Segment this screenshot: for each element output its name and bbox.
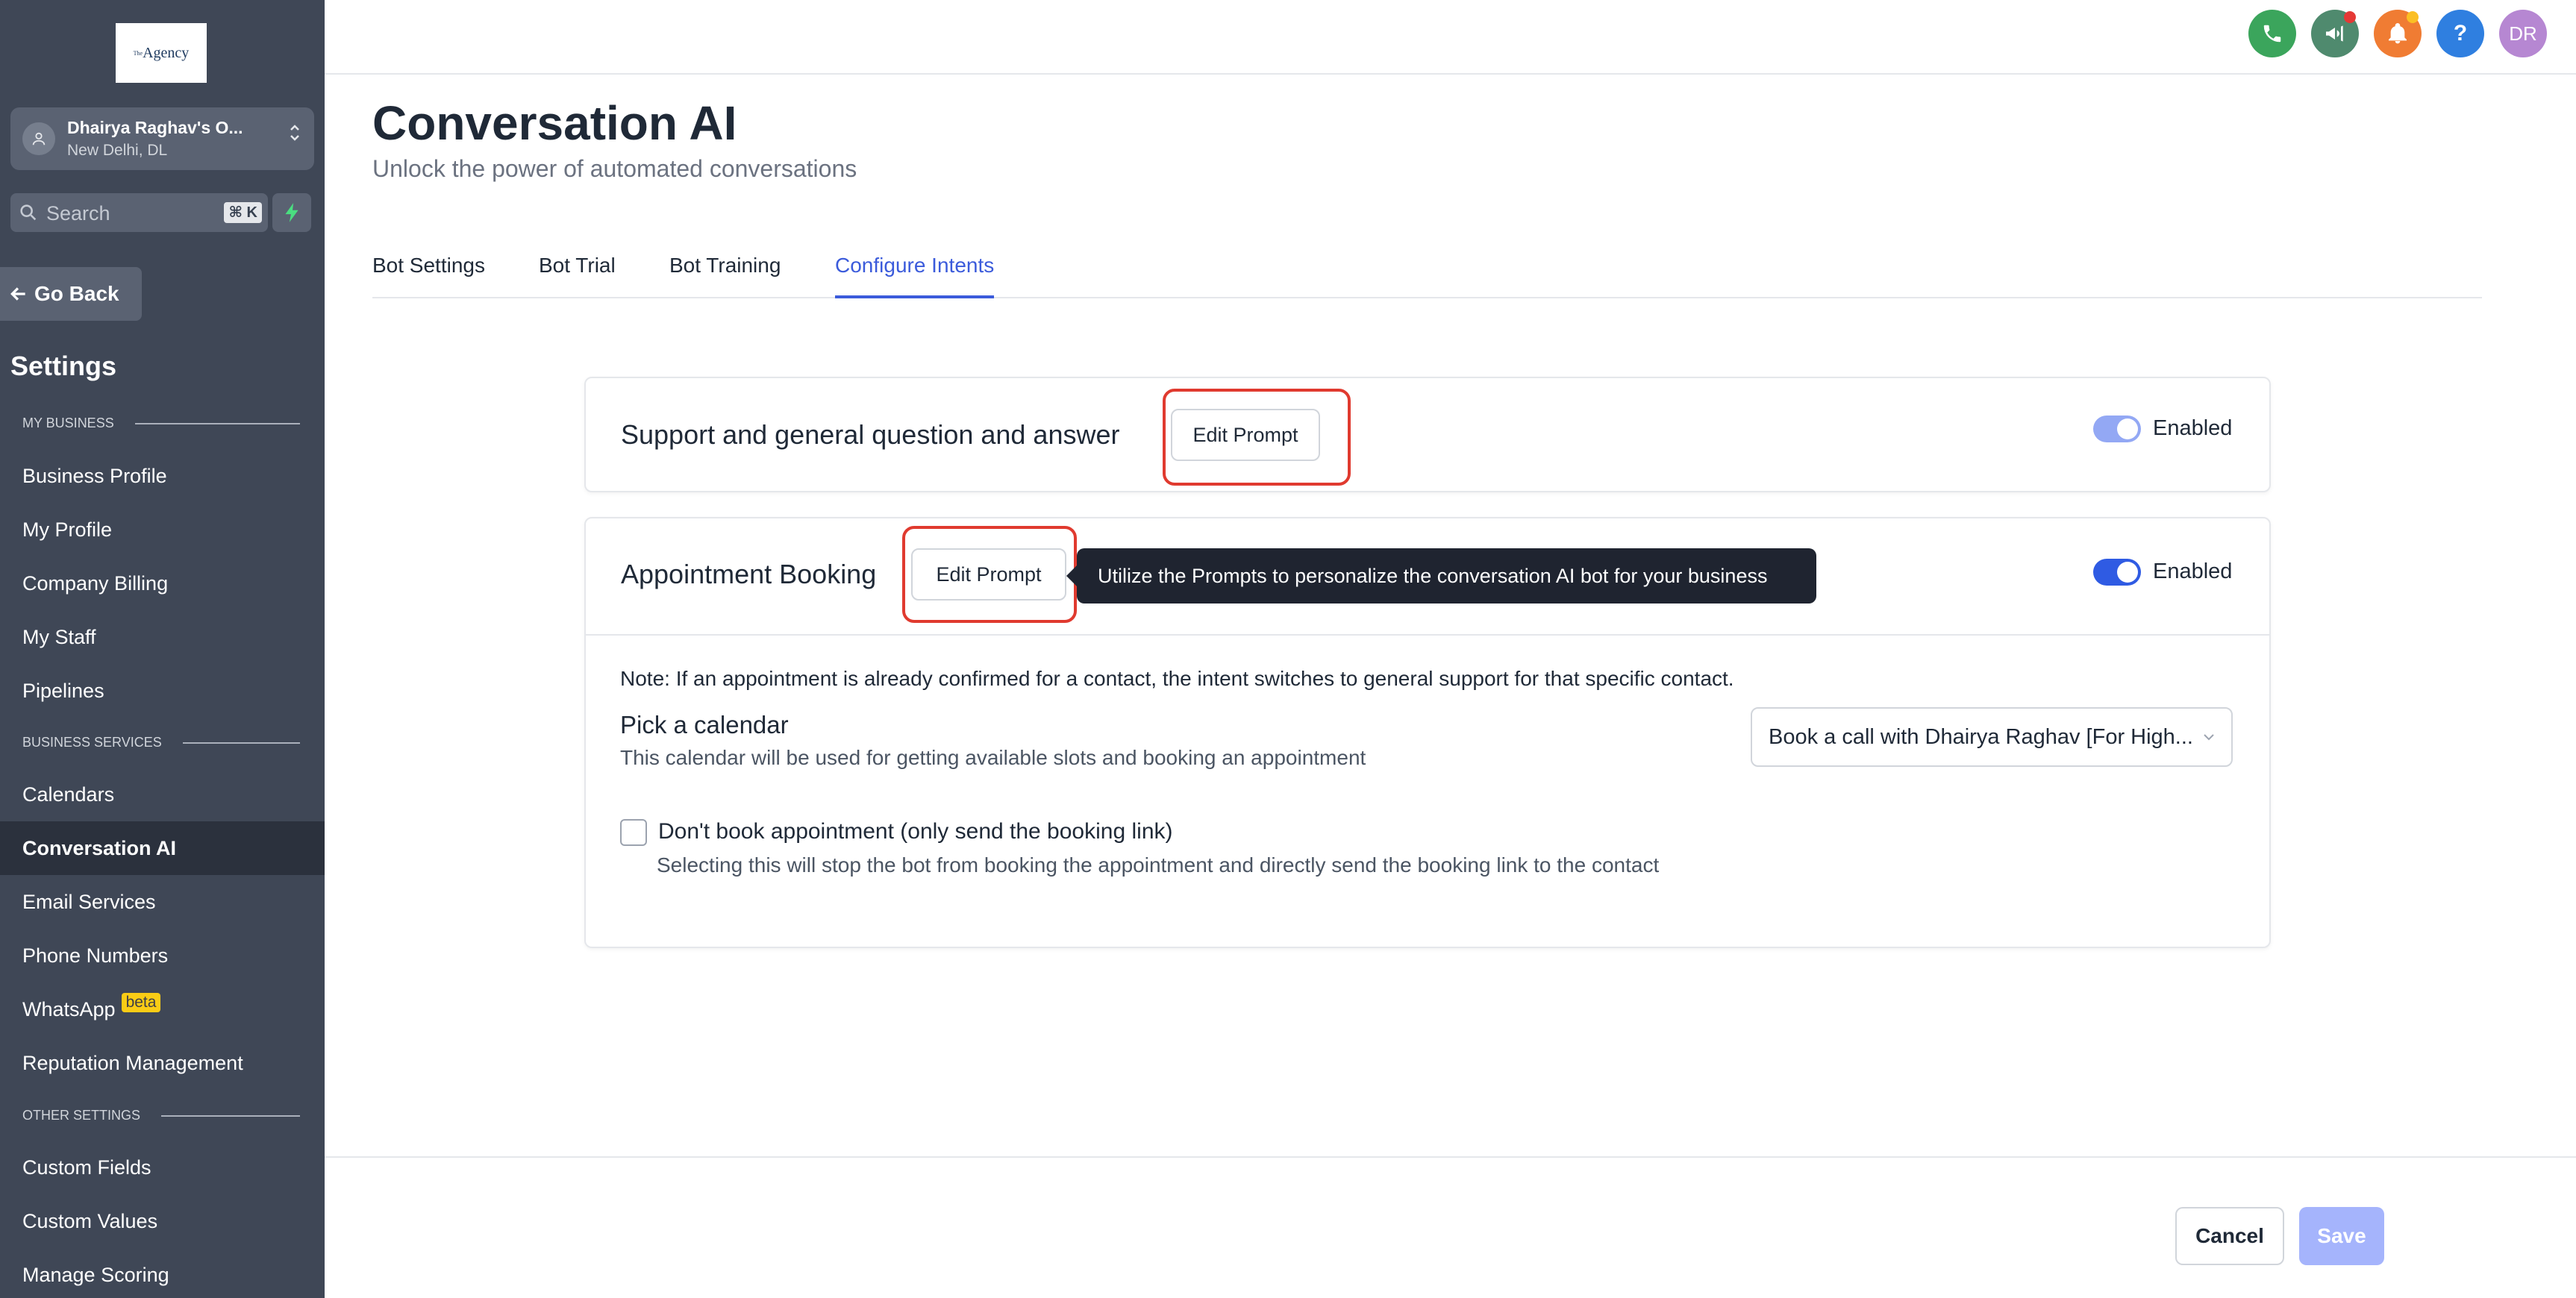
dont-book-checkbox[interactable] [620,819,647,846]
account-switcher[interactable] [10,107,314,170]
edit-prompt-tooltip: Utilize the Prompts to personalize the conversation AI bot for your business [1077,548,1816,603]
edit-prompt-button[interactable]: Edit Prompt [1171,409,1320,461]
sidebar-item-reputation-management[interactable]: Reputation Management [22,1051,243,1074]
save-button[interactable]: Save [2299,1207,2384,1265]
intent-enabled-toggle[interactable] [2093,559,2141,586]
sidebar-item-custom-fields[interactable]: Custom Fields [22,1156,151,1179]
account-name: Dhairya Raghav's O... [67,118,243,137]
go-back-button[interactable] [0,267,142,321]
toggle-knob [2117,562,2138,583]
user-avatar[interactable] [2499,10,2547,57]
search-placeholder: Search [46,202,110,225]
intent-card-support [584,377,2271,492]
arrow-left-icon [9,284,28,304]
sidebar-item-calendars[interactable]: Calendars [22,783,115,806]
logo-text: Agency [143,44,190,61]
quick-action-button[interactable] [272,193,311,232]
intent-title: Appointment Booking [621,559,877,589]
tab-bot-settings[interactable]: Bot Settings [372,254,485,277]
agency-logo[interactable] [116,23,207,83]
help-icon: ? [2453,21,2468,46]
page-title: Conversation AI [372,96,737,150]
phone-button[interactable] [2248,10,2296,57]
section-other-settings: OTHER SETTINGS [22,1108,300,1123]
divider [586,634,2269,636]
toggle-knob [2117,418,2138,439]
chevron-updown-icon [289,122,301,145]
toggle-label: Enabled [2153,416,2233,440]
sidebar-item-manage-scoring[interactable]: Manage Scoring [22,1263,169,1286]
bell-icon [2386,22,2410,46]
phone-icon [2261,22,2283,45]
dont-book-description: Selecting this will stop the bot from booking the appointment and directly send the booking link to the contact [657,853,1660,877]
toggle-label: Enabled [2153,559,2233,583]
section-my-business: MY BUSINESS [22,416,300,431]
help-button[interactable] [2436,10,2484,57]
cancel-button[interactable]: Cancel [2175,1207,2284,1265]
dont-book-label[interactable]: Don't book appointment (only send the booking link) [658,819,1173,844]
sidebar-item-whatsapp[interactable]: WhatsApp beta [0,982,325,1036]
logo-prefix: The [133,49,143,57]
sidebar-item-company-billing[interactable]: Company Billing [22,571,169,595]
lightning-icon [282,201,301,224]
search-icon [18,202,39,227]
sidebar-item-custom-values[interactable]: Custom Values [22,1209,158,1232]
top-bar [325,0,2576,75]
chevron-down-icon [2200,728,2218,746]
sidebar [0,0,325,1298]
calendar-label: Pick a calendar [620,711,789,739]
sidebar-item-conversation-ai[interactable]: Conversation AI [0,821,325,875]
intent-enabled-toggle[interactable] [2093,416,2141,442]
beta-badge: beta [122,993,161,1012]
calendar-select[interactable] [1751,707,2233,767]
tab-bar [372,245,2482,298]
sidebar-item-phone-numbers[interactable]: Phone Numbers [22,944,169,967]
edit-prompt-button[interactable]: Edit Prompt [911,548,1066,601]
account-location: New Delhi, DL [67,142,168,159]
appointment-note: Note: If an appointment is already confirmed for a contact, the intent switches to general support for that specific contact. [620,667,1734,690]
avatar-initials: DR [2509,22,2537,45]
sidebar-search[interactable] [10,193,268,232]
notifications-button[interactable] [2374,10,2422,57]
section-business-services: BUSINESS SERVICES [22,735,300,750]
go-back-label: Go Back [34,282,119,305]
settings-heading: Settings [10,351,117,381]
search-shortcut: ⌘ K [224,202,262,223]
calendar-description: This calendar will be used for getting available slots and booking an appointment [620,746,1366,769]
notification-dot [2407,11,2419,23]
sidebar-item-pipelines[interactable]: Pipelines [22,679,104,702]
notification-dot [2344,11,2356,23]
sidebar-item-email-services[interactable]: Email Services [22,890,156,913]
page-subtitle: Unlock the power of automated conversations [372,155,857,182]
megaphone-icon [2323,22,2347,46]
announcements-button[interactable] [2311,10,2359,57]
intent-title: Support and general question and answer [621,419,1120,450]
location-avatar-icon [22,122,55,155]
tab-bot-training[interactable]: Bot Training [669,254,781,277]
sidebar-item-my-profile[interactable]: My Profile [22,518,113,541]
sidebar-item-business-profile[interactable]: Business Profile [22,464,167,487]
sidebar-item-my-staff[interactable]: My Staff [22,625,96,648]
calendar-selected-value: Book a call with Dhairya Raghav [For High... [1769,724,2193,749]
tab-bot-trial[interactable]: Bot Trial [539,254,616,277]
tab-configure-intents[interactable]: Configure Intents [835,254,994,298]
